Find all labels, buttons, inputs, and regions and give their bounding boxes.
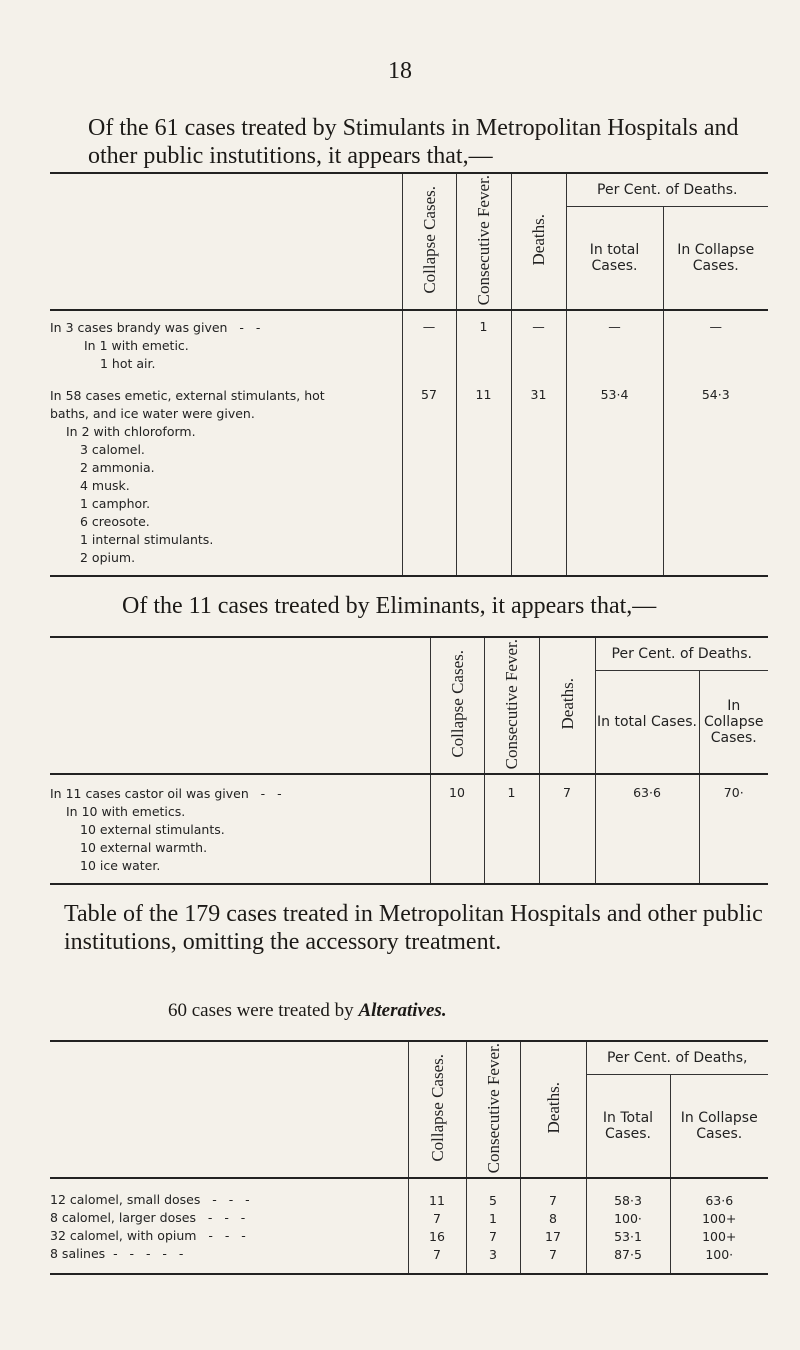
header-collapse-cases: Collapse Cases. [419, 186, 439, 294]
header-collapse-cases: Collapse Cases. [447, 650, 467, 758]
row-description: In 58 cases emetic, external stimulants, hot [50, 388, 325, 404]
header-collapse-cases: Collapse Cases. [427, 1054, 447, 1162]
cell-deaths: — [511, 310, 566, 373]
cell-deaths: 7 [539, 774, 595, 884]
eliminants-table [50, 636, 768, 885]
alteratives-table [50, 1040, 768, 1275]
table-row: In 11 cases castor oil was given - - In 10 with emetics. 10 external stimulants. 10 external warmth. 10 ice water. 10 1 7 63·6 70· [50, 774, 768, 884]
cell-deaths: 31 [511, 373, 566, 576]
cell-pct-total: 87·5 [586, 1245, 670, 1274]
cell-collapse: 10 [430, 774, 484, 884]
sub-line: 10 external warmth. [80, 840, 208, 856]
header-per-cent-deaths: Per Cent. of Deaths, [586, 1041, 768, 1075]
cell-pct-total: — [566, 310, 663, 373]
sub-line: In 10 with emetics. [66, 804, 186, 820]
header-consecutive-fever: Consecutive Fever. [483, 1043, 503, 1174]
cell-collapse: 11 [408, 1178, 466, 1209]
sub-line: 2 ammonia. [80, 460, 155, 476]
cell-pct-total: 53·1 [586, 1227, 670, 1245]
cell-deaths: 17 [520, 1227, 586, 1245]
sub-line: 10 external stimulants. [80, 822, 225, 838]
table-row: 8 calomel, larger doses - - - 7 1 8 100· 100+ [50, 1209, 768, 1227]
sub-line: 3 calomel. [80, 442, 145, 458]
stimulants-heading: Of the 61 cases treated by Stimulants in Metropolitan Hospitals and other public instutitions, it appears that,— [88, 115, 739, 169]
row-description: 12 calomel, small doses [50, 1192, 201, 1208]
cell-deaths: 7 [520, 1178, 586, 1209]
cell-deaths: 7 [520, 1245, 586, 1274]
cell-pct-total: 58·3 [586, 1178, 670, 1209]
sub-line: 1 internal stimulants. [80, 532, 214, 548]
header-per-cent-deaths: Per Cent. of Deaths. [566, 173, 768, 207]
cell-fever: 1 [466, 1209, 520, 1227]
sub-line: In 2 with chloroform. [66, 424, 196, 440]
sub-line: 2 opium. [80, 550, 136, 566]
sub-line: 6 creosote. [80, 514, 150, 530]
sub-line: 1 hot air. [100, 356, 156, 372]
cell-fever: 7 [466, 1227, 520, 1245]
header-consecutive-fever: Consecutive Fever. [474, 175, 493, 306]
sub-line: 4 musk. [80, 478, 130, 494]
cell-collapse: 7 [408, 1245, 466, 1274]
cell-collapse: 7 [408, 1209, 466, 1227]
row-description: 8 salines [50, 1246, 106, 1262]
table-row [50, 373, 768, 576]
table-row: 12 calomel, small doses - - - 11 5 7 58·3 63·6 [50, 1178, 768, 1209]
cell-collapse: 57 [402, 373, 456, 576]
alteratives-note: 60 cases were treated by Alteratives. [168, 1000, 447, 1021]
header-in-total: In total Cases. [566, 207, 663, 311]
header-deaths: Deaths. [557, 678, 577, 730]
sub-line: 1 camphor. [80, 496, 151, 512]
header-deaths: Deaths. [543, 1082, 563, 1134]
stimulants-table [50, 172, 768, 577]
cell-pct-total: 63·6 [595, 774, 699, 884]
page-number: 18 [388, 58, 412, 84]
summary-table-heading: Table of the 179 cases treated in Metropolitan Hospitals and other public institutions, omitting the accessory treatment. [64, 901, 763, 955]
row-description: 8 calomel, larger doses [50, 1210, 196, 1226]
sub-line: In 1 with emetic. [84, 338, 189, 354]
header-in-collapse: In Collapse Cases. [670, 1075, 768, 1179]
cell-deaths: 8 [520, 1209, 586, 1227]
row-description: In 3 cases brandy was given [50, 320, 228, 336]
cell-fever: 11 [456, 373, 511, 576]
cell-collapse: 16 [408, 1227, 466, 1245]
cell-pct-collapse: — [663, 310, 768, 373]
header-consecutive-fever: Consecutive Fever. [502, 639, 521, 770]
cell-fever: 5 [466, 1178, 520, 1209]
cell-fever: 1 [456, 310, 511, 373]
cell-pct-total: 100· [586, 1209, 670, 1227]
row-description-cont: baths, and ice water were given. [50, 406, 255, 422]
row-description: 32 calomel, with opium [50, 1228, 197, 1244]
cell-collapse: — [402, 310, 456, 373]
cell-pct-collapse: 63·6 [670, 1178, 768, 1209]
cell-pct-collapse: 100+ [670, 1227, 768, 1245]
row-description: In 11 cases castor oil was given [50, 786, 249, 802]
header-in-collapse: In Collapse Cases. [663, 207, 768, 311]
cell-pct-collapse: 100· [670, 1245, 768, 1274]
table-row: 8 salines - - - - - 7 3 7 87·5 100· [50, 1245, 768, 1274]
header-per-cent-deaths: Per Cent. of Deaths. [595, 637, 768, 671]
cell-pct-total: 53·4 [566, 373, 663, 576]
header-in-collapse: In Collapse Cases. [699, 671, 768, 775]
header-in-total: In total Cases. [595, 671, 699, 775]
eliminants-heading: Of the 11 cases treated by Eliminants, it appears that,— [122, 593, 657, 619]
header-in-total: In Total Cases. [586, 1075, 670, 1179]
header-deaths: Deaths. [529, 214, 548, 266]
cell-pct-collapse: 54·3 [663, 373, 768, 576]
cell-fever: 1 [484, 774, 539, 884]
cell-fever: 3 [466, 1245, 520, 1274]
table-row: 32 calomel, with opium - - - 16 7 17 53·1 100+ [50, 1227, 768, 1245]
cell-pct-collapse: 100+ [670, 1209, 768, 1227]
sub-line: 10 ice water. [80, 858, 161, 874]
table-row: In 3 cases brandy was given - - In 1 with emetic. 1 hot air. — 1 — — — [50, 310, 768, 373]
cell-pct-collapse: 70· [699, 774, 768, 884]
